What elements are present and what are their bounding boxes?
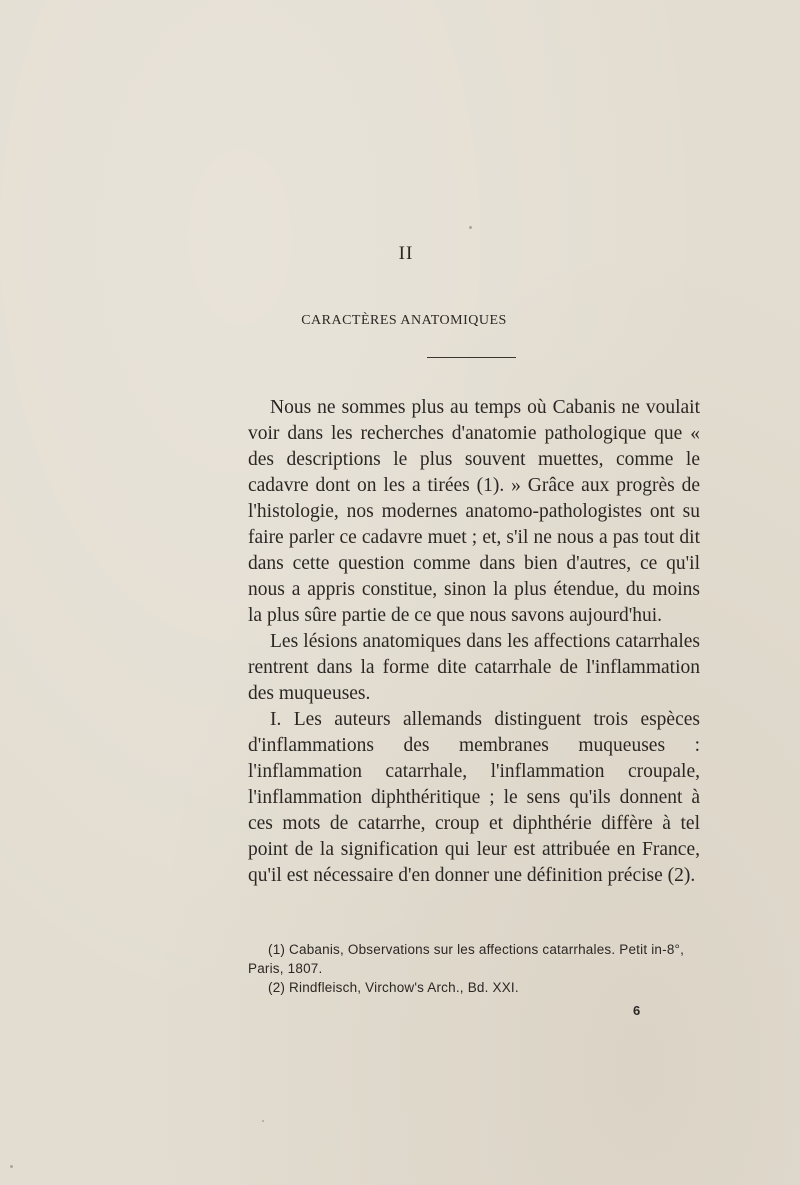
body-text	[248, 395, 700, 889]
footnotes	[248, 940, 700, 997]
paper-speck	[10, 1165, 13, 1168]
paragraph: Les lésions anatomiques dans les affections catarrhales rentrent dans la forme dite catarrhale de l'inflammation des muqueuses.	[248, 631, 700, 704]
page-number: 6	[633, 1003, 641, 1018]
paper-speck	[469, 226, 472, 229]
footnote: (1) Cabanis, Observations sur les affections catarrhales. Petit in-8°, Paris, 1807.	[248, 942, 685, 976]
paragraph: I. Les auteurs allemands distinguent trois espèces d'inflammations des membranes muqueuses : l'inflammation catarrhale, l'inflammation croupale, l'inflammation diphthéritique ; le sens qu'ils donnent à ces mots de catarrhe, croup et diphthérie diffère à tel point de la signification qui leur est attribuée en France, qu'il est nécessaire d'en donner une définition précise (2).	[248, 709, 700, 886]
paper-speck	[262, 1120, 264, 1122]
paragraph: Nous ne sommes plus au temps où Cabanis ne voulait voir dans les recherches d'anatomie pathologique que « des descriptions le plus souvent muettes, comme le cadavre dont on les a tirées (1). » Grâce aux progrès de l'histologie, nos modernes anatomo-pathologistes ont su faire parler ce cadavre muet ; et, s'il ne nous a pas tout dit dans cette question comme dans bien d'autres, ce qu'il nous a appris constitue, sinon la plus étendue, du moins la plus sûre partie de ce que nous savons aujourd'hui.	[248, 397, 700, 626]
chapter-title: CARACTÈRES ANATOMIQUES	[301, 313, 507, 328]
footnote: (2) Rindfleisch, Virchow's Arch., Bd. XXI.	[268, 980, 519, 995]
chapter-number: II	[398, 243, 414, 264]
title-divider	[427, 357, 516, 358]
